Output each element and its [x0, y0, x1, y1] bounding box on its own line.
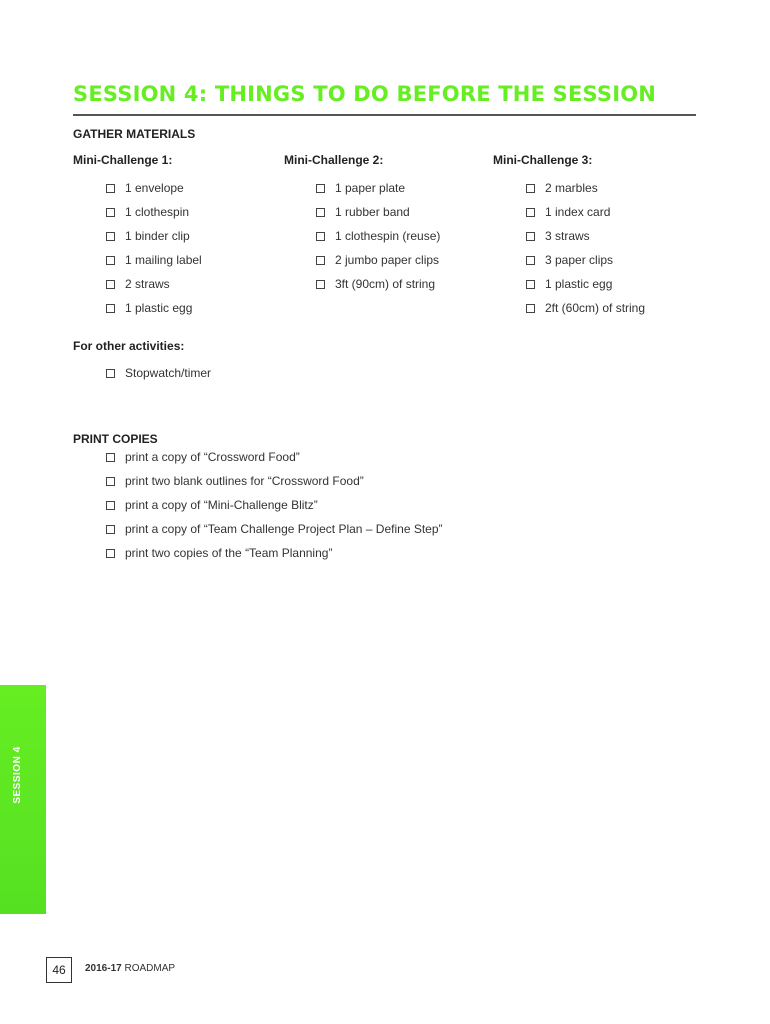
item-label: 3 paper clips [545, 253, 614, 267]
item-label: 1 plastic egg [125, 301, 193, 315]
checkbox[interactable] [106, 232, 115, 241]
list-item [106, 517, 443, 541]
list-item [316, 272, 440, 296]
checkbox[interactable] [106, 477, 115, 486]
list-item [106, 224, 202, 248]
list-item [106, 445, 443, 469]
item-label: 1 rubber band [335, 205, 410, 219]
list-item [526, 200, 645, 224]
item-label: 2 jumbo paper clips [335, 253, 440, 267]
item-label: 3 straws [545, 229, 590, 243]
item-label: Stopwatch/timer [125, 366, 212, 380]
item-label: print two copies of the “Team Planning” [125, 546, 333, 560]
checkbox[interactable] [526, 280, 535, 289]
list-item [526, 248, 645, 272]
item-label: print a copy of “Mini-Challenge Blitz” [125, 498, 318, 512]
list-item [526, 224, 645, 248]
page-title: SESSION 4: THINGS TO DO BEFORE THE SESSION [73, 82, 657, 106]
footer-year: 2016-17 [85, 963, 122, 974]
list-item [106, 541, 443, 565]
item-label: 1 clothespin [125, 205, 190, 219]
checkbox[interactable] [526, 208, 535, 217]
item-label: 1 envelope [125, 181, 184, 195]
item-label: 1 binder clip [125, 229, 190, 243]
item-label: print a copy of “Team Challenge Project Plan – Define Step” [125, 522, 443, 536]
title-divider [73, 114, 696, 116]
item-label: 1 paper plate [335, 181, 406, 195]
checkbox[interactable] [106, 280, 115, 289]
checkbox[interactable] [316, 208, 325, 217]
checkbox[interactable] [106, 453, 115, 462]
checkbox[interactable] [106, 549, 115, 558]
item-label: print a copy of “Crossword Food” [125, 450, 300, 464]
item-label: print two blank outlines for “Crossword Food” [125, 474, 364, 488]
item-label: 1 mailing label [125, 253, 202, 267]
page-number: 46 [46, 957, 72, 983]
list-item [106, 248, 202, 272]
list-item [526, 296, 645, 320]
mini-challenge-2-list [316, 176, 440, 296]
checkbox[interactable] [526, 184, 535, 193]
other-activities-list [106, 361, 211, 385]
checkbox[interactable] [106, 369, 115, 378]
item-label: 3ft (90cm) of string [335, 277, 436, 291]
checkbox[interactable] [106, 184, 115, 193]
list-item [316, 176, 440, 200]
list-item [106, 361, 211, 385]
item-label: 1 index card [545, 205, 611, 219]
other-activities-heading: For other activities: [73, 339, 185, 353]
list-item [526, 272, 645, 296]
item-label: 2 straws [125, 277, 170, 291]
mini-challenge-1-heading: Mini-Challenge 1: [73, 153, 173, 167]
list-item [316, 248, 440, 272]
checkbox[interactable] [106, 501, 115, 510]
session-side-tab-label: SESSION 4 [12, 746, 23, 804]
checkbox[interactable] [316, 232, 325, 241]
print-copies-heading: PRINT COPIES [73, 432, 158, 446]
list-item [106, 493, 443, 517]
footer-name: ROADMAP [124, 963, 176, 974]
list-item [316, 200, 440, 224]
mini-challenge-3-list [526, 176, 645, 320]
list-item [526, 176, 645, 200]
mini-challenge-2-heading: Mini-Challenge 2: [284, 153, 384, 167]
list-item [106, 272, 202, 296]
checkbox[interactable] [526, 304, 535, 313]
checkbox[interactable] [106, 525, 115, 534]
checkbox[interactable] [106, 304, 115, 313]
mini-challenge-3-heading: Mini-Challenge 3: [493, 153, 593, 167]
item-label: 1 plastic egg [545, 277, 613, 291]
gather-materials-heading: GATHER MATERIALS [73, 127, 196, 141]
list-item [106, 469, 443, 493]
print-copies-list [106, 445, 443, 565]
list-item [106, 296, 202, 320]
checkbox[interactable] [316, 280, 325, 289]
item-label: 2ft (60cm) of string [545, 301, 646, 315]
mini-challenge-1-list [106, 176, 202, 320]
item-label: 2 marbles [545, 181, 598, 195]
item-label: 1 clothespin (reuse) [335, 229, 441, 243]
checkbox[interactable] [526, 232, 535, 241]
checkbox[interactable] [106, 256, 115, 265]
list-item [316, 224, 440, 248]
checkbox[interactable] [526, 256, 535, 265]
checkbox[interactable] [106, 208, 115, 217]
list-item [106, 176, 202, 200]
list-item [106, 200, 202, 224]
checkbox[interactable] [316, 256, 325, 265]
footer-label [85, 963, 175, 974]
checkbox[interactable] [316, 184, 325, 193]
